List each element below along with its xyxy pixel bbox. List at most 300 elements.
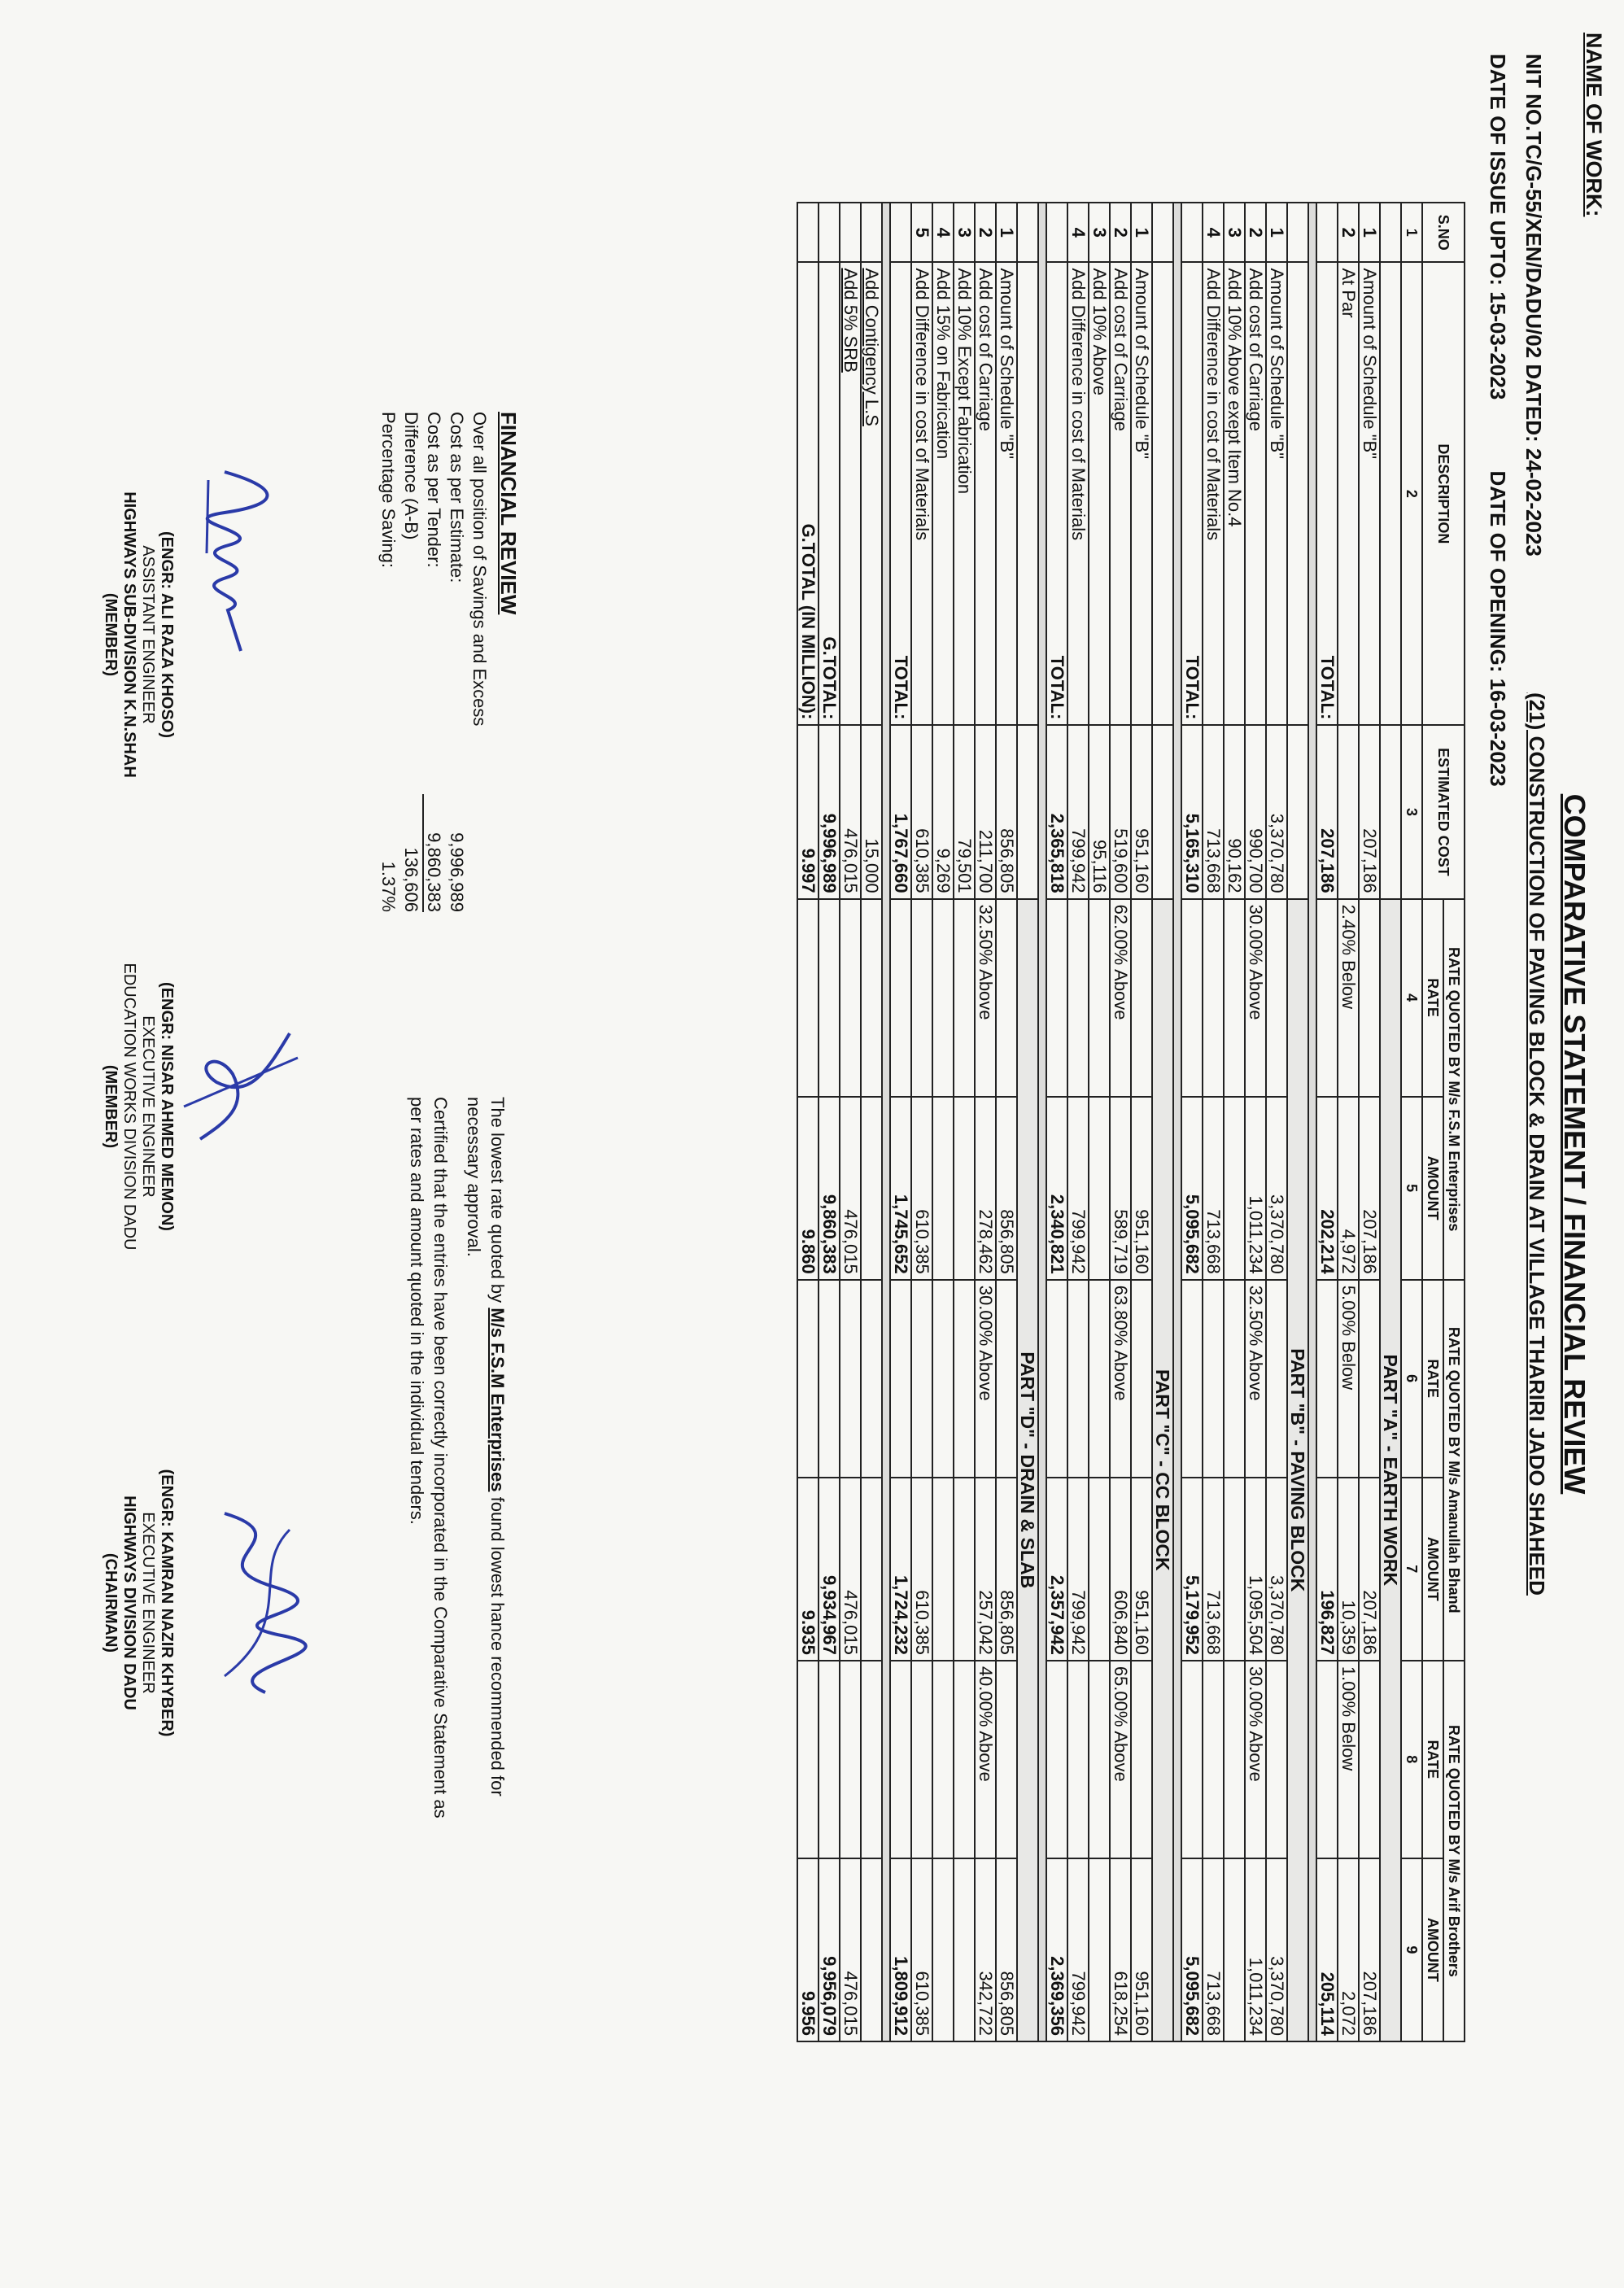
financial-value: 136,606 [401,847,421,912]
row-estimated-cost: 3,370,780 [1266,725,1287,898]
extra-blank [861,899,882,1097]
total-label: TOTAL: [1181,262,1203,725]
total-blank [1181,203,1203,262]
signatory-role: (MEMBER) [102,592,120,677]
signatory-title: EXECUTIVE ENGINEER [139,1512,157,1694]
total-amount-bidder-1: 1,745,652 [890,1097,911,1280]
part-sno [1380,203,1401,262]
work-title: (21) CONSTRUCTION OF PAVING BLOCK & DRAIN AT VILLAGE THARIRI JADO SHAHEED [1525,692,1549,1596]
separator-cell [1308,203,1316,2041]
part-heading-row [1380,203,1401,2041]
extra-blank [840,1280,861,1478]
row-amount-bidder-2 [954,1478,975,1661]
row-amount-bidder-3: 610,385 [911,1858,932,2041]
header-rate: RATE [1422,1661,1443,1858]
col-number: 8 [1401,1661,1422,1858]
total-blank [1046,899,1067,1097]
certification-paragraph: Certified that the entries have been correctly incorporated in the Comparative Statement as per rates and amount quoted in the individual tenders. [407,1097,451,1819]
total-blank [1046,1661,1067,1858]
row-rate-bidder-1 [1266,899,1287,1097]
row-rate-bidder-3: 40.00% Above [975,1661,996,1858]
name-of-work-label: NAME OF WORK: [1582,33,1606,217]
part-blank [1152,725,1173,898]
part-blank [1287,725,1308,898]
document-title: COMPARATIVE STATEMENT / FINANCIAL REVIEW [1558,793,1591,1495]
extra-description: Add Contigency L.S [861,262,882,725]
row-rate-bidder-1: 30.00% Above [1245,899,1266,1097]
row-sno: 4 [1203,203,1224,262]
total-row [1316,203,1338,2041]
row-description: Add cost of Carriage [975,262,996,725]
total-amount-bidder-2: 196,827 [1316,1478,1338,1661]
row-estimated-cost: 951,160 [1131,725,1152,898]
row-rate-bidder-2 [1224,1280,1245,1478]
row-amount-bidder-2: 713,668 [1203,1478,1224,1661]
gtotal-amount-bidder-3: 9.956 [797,1858,819,2041]
financial-value: 1.37% [378,861,399,912]
grand-total-million-row [797,203,819,2041]
table-row [911,203,932,2041]
part-title: PART "B" - PAVING BLOCK [1287,899,1308,2041]
section-separator [1038,203,1046,2041]
gtotal-blank [797,203,819,262]
row-description: At Par [1338,262,1359,725]
extra-blank [861,1280,882,1478]
recommendation-text: found lowest hance recommended for necessary approval. [464,1097,508,1797]
row-amount-bidder-3: 3,370,780 [1266,1858,1287,2041]
col-number: 3 [1401,725,1422,898]
total-blank [1046,1280,1067,1478]
row-sno: 1 [1266,203,1287,262]
row-rate-bidder-3: 65.00% Above [1110,1661,1131,1858]
header-bidder-3: RATE QUOTED BY M/s Arif Brothers [1443,1661,1465,2041]
financial-label: Difference (A-B) [401,412,421,540]
row-amount-bidder-2 [1089,1478,1110,1661]
gtotal-amount-bidder-1: 9,860,383 [819,1097,840,1280]
extra-amount-bidder-2 [861,1478,882,1661]
row-sno: 4 [932,203,954,262]
total-blank [1181,899,1203,1097]
extra-description: Add 5% SRB [840,262,861,725]
total-label: TOTAL: [890,262,911,725]
recommendation-paragraph [462,1097,509,1829]
financial-label: Over all position of Savings and Excess [469,412,490,727]
row-rate-bidder-2 [1067,1280,1089,1478]
gtotal-amount-bidder-1: 9.860 [797,1097,819,1280]
total-blank [1181,1661,1203,1858]
separator-cell [1173,203,1181,2041]
row-estimated-cost: 90,162 [1224,725,1245,898]
row-rate-bidder-1 [1359,899,1380,1097]
row-amount-bidder-3: 713,668 [1203,1858,1224,2041]
row-sno: 2 [1110,203,1131,262]
row-rate-bidder-1 [1203,899,1224,1097]
col-number: 5 [1401,1097,1422,1280]
row-description: Add cost of Carriage [1110,262,1131,725]
table-row [1338,203,1359,2041]
row-rate-bidder-1 [1224,899,1245,1097]
total-blank [890,1661,911,1858]
row-amount-bidder-3 [1089,1858,1110,2041]
extra-estimated-cost: 476,015 [840,725,861,898]
total-blank [1181,1280,1203,1478]
row-amount-bidder-3: 342,722 [975,1858,996,2041]
table-row [1067,203,1089,2041]
section-separator [1173,203,1181,2041]
row-amount-bidder-3: 618,254 [1110,1858,1131,2041]
row-amount-bidder-3: 799,942 [1067,1858,1089,2041]
row-sno: 3 [1089,203,1110,262]
gtotal-blank [819,1661,840,1858]
row-description: Add 15% on Fabrication [932,262,954,725]
row-amount-bidder-3: 1,011,234 [1245,1858,1266,2041]
row-description: Amount of Schedule "B" [1359,262,1380,725]
table-row [1359,203,1380,2041]
row-rate-bidder-3 [1067,1661,1089,1858]
row-description: Add Difference in cost of Materials [911,262,932,725]
total-amount-bidder-1: 202,214 [1316,1097,1338,1280]
extra-estimated-cost: 15,000 [861,725,882,898]
row-rate-bidder-2 [1089,1280,1110,1478]
total-row [1181,203,1203,2041]
row-rate-bidder-3 [1266,1661,1287,1858]
extra-amount-bidder-1 [861,1097,882,1280]
issue-date: DATE OF ISSUE UPTO: 15-03-2023 [1486,54,1510,400]
signatory-name: (ENGR: NISAR AHMED MEMON) [158,982,176,1231]
row-sno: 5 [911,203,932,262]
section-separator [1308,203,1316,2041]
row-estimated-cost: 713,668 [1203,725,1224,898]
part-blank [1017,262,1038,725]
row-rate-bidder-1: 32.50% Above [975,899,996,1097]
col-number: 2 [1401,262,1422,725]
total-blank [890,203,911,262]
table-row [1131,203,1152,2041]
row-amount-bidder-3: 2,072 [1338,1858,1359,2041]
total-row [890,203,911,2041]
row-estimated-cost: 990,700 [1245,725,1266,898]
total-blank [1316,899,1338,1097]
row-amount-bidder-2: 257,042 [975,1478,996,1661]
row-rate-bidder-2 [954,1280,975,1478]
recommendation-text: The lowest rate quoted by [487,1097,508,1303]
row-amount-bidder-1: 799,942 [1067,1097,1089,1280]
total-amount-bidder-3: 2,369,356 [1046,1858,1067,2041]
signatory-assistant-engineer [101,423,176,846]
row-amount-bidder-1: 278,462 [975,1097,996,1280]
extra-blank [840,1661,861,1858]
row-amount-bidder-3: 951,160 [1131,1858,1152,2041]
financial-label: Cost as per Estimate: [447,412,467,583]
row-description: Amount of Schedule "B" [1266,262,1287,725]
row-rate-bidder-2: 32.50% Above [1245,1280,1266,1478]
row-description: Add Difference in cost of Materials [1203,262,1224,725]
row-amount-bidder-2: 207,186 [1359,1478,1380,1661]
financial-label: Percentage Saving: [378,412,399,569]
extra-blank [861,203,882,262]
table-row [932,203,954,2041]
row-estimated-cost: 207,186 [1359,725,1380,898]
part-sno [1287,203,1308,262]
row-amount-bidder-2: 606,840 [1110,1478,1131,1661]
signatory-title: EXECUTIVE ENGINEER [139,1015,157,1198]
extra-amount-bidder-1: 476,015 [840,1097,861,1280]
header-amount: AMOUNT [1422,1478,1443,1661]
row-amount-bidder-2: 10,359 [1338,1478,1359,1661]
row-sno: 4 [1067,203,1089,262]
gtotal-amount-bidder-2: 9.935 [797,1478,819,1661]
extra-amount-bidder-3 [861,1858,882,2041]
row-estimated-cost [1338,725,1359,898]
row-rate-bidder-3 [1089,1661,1110,1858]
signatory-chairman [101,1375,176,1831]
gtotal-estimated-cost: 9,996,989 [819,725,840,898]
table-row [954,203,975,2041]
part-blank [1017,725,1038,898]
row-rate-bidder-2 [932,1280,954,1478]
total-estimated-cost: 207,186 [1316,725,1338,898]
gtotal-blank [819,203,840,262]
signatory-office: HIGHWAYS SUB-DIVISION K.N.SHAH [120,491,138,778]
row-amount-bidder-1 [1224,1097,1245,1280]
total-amount-bidder-3: 5,095,682 [1181,1858,1203,2041]
row-estimated-cost: 856,805 [996,725,1017,898]
grand-total-row [819,203,840,2041]
row-rate-bidder-2 [996,1280,1017,1478]
gtotal-blank [819,899,840,1097]
signatory-name: (ENGR: ALI RAZA KHOSO) [158,531,176,739]
row-amount-bidder-1: 207,186 [1359,1097,1380,1280]
total-amount-bidder-2: 1,724,232 [890,1478,911,1661]
row-rate-bidder-1 [1067,899,1089,1097]
gtotal-blank [797,1280,819,1478]
signatory-office: HIGHWAYS DIVISION DADU [120,1495,138,1710]
row-estimated-cost: 799,942 [1067,725,1089,898]
lowest-bidder-name: M/s F.S.M Enterprises [487,1308,508,1492]
part-blank [1152,262,1173,725]
signature-3-scribble [176,1497,322,1709]
total-blank [1316,203,1338,262]
row-amount-bidder-1: 951,160 [1131,1097,1152,1280]
row-sno: 2 [1245,203,1266,262]
table-row [1266,203,1287,2041]
total-amount-bidder-2: 5,179,952 [1181,1478,1203,1661]
part-title: PART "D" - DRAIN & SLAB [1017,899,1038,2041]
row-rate-bidder-3 [954,1661,975,1858]
extra-blank [840,203,861,262]
row-sno: 1 [1359,203,1380,262]
row-rate-bidder-2: 63.80% Above [1110,1280,1131,1478]
extra-row [861,203,882,2041]
signature-2-scribble [176,1001,314,1164]
separator-cell [882,203,890,2041]
financial-value: 9,860,383 [422,794,445,912]
row-amount-bidder-1: 589,719 [1110,1097,1131,1280]
total-blank [1316,1280,1338,1478]
financial-label: Cost as per Tender: [424,412,444,568]
total-amount-bidder-1: 5,095,682 [1181,1097,1203,1280]
row-sno: 3 [954,203,975,262]
row-rate-bidder-2 [1359,1280,1380,1478]
total-blank [890,1280,911,1478]
header-bidder-1: RATE QUOTED BY M/s F.S.M Enterprises [1443,899,1465,1280]
col-number: 6 [1401,1280,1422,1478]
total-amount-bidder-3: 1,809,912 [890,1858,911,2041]
total-amount-bidder-3: 205,114 [1316,1858,1338,2041]
row-estimated-cost: 519,600 [1110,725,1131,898]
col-number: 1 [1401,203,1422,262]
gtotal-blank [819,1280,840,1478]
separator-cell [1038,203,1046,2041]
signatory-role: (MEMBER) [102,1064,120,1149]
extra-row [840,203,861,2041]
row-sno: 1 [996,203,1017,262]
part-sno [1017,203,1038,262]
row-estimated-cost: 95,116 [1089,725,1110,898]
total-row [1046,203,1067,2041]
row-amount-bidder-1: 1,011,234 [1245,1097,1266,1280]
row-amount-bidder-1 [954,1097,975,1280]
financial-value: 9,996,989 [447,832,467,912]
table-row [1089,203,1110,2041]
financial-row [445,412,468,912]
signatory-name: (ENGR: KAMRAN NAZIR KHYBER) [158,1469,176,1737]
table-row [1224,203,1245,2041]
row-rate-bidder-1 [1131,899,1152,1097]
nit-number: NIT NO.TC/G-55/XEN/DADU/02 DATED: 24-02-2023 [1521,54,1546,557]
row-rate-bidder-2: 5.00% Below [1338,1280,1359,1478]
section-separator [882,203,890,2041]
row-rate-bidder-2 [1203,1280,1224,1478]
total-amount-bidder-2: 2,357,942 [1046,1478,1067,1661]
row-amount-bidder-3 [932,1858,954,2041]
row-amount-bidder-2: 1,095,504 [1245,1478,1266,1661]
total-blank [890,899,911,1097]
row-rate-bidder-3 [1203,1661,1224,1858]
table-body [797,203,1401,2041]
row-amount-bidder-2: 610,385 [911,1478,932,1661]
financial-value [468,794,491,912]
row-rate-bidder-3 [932,1661,954,1858]
part-sno [1152,203,1173,262]
row-rate-bidder-1: 2.40% Below [1338,899,1359,1097]
row-estimated-cost: 9,269 [932,725,954,898]
row-sno: 1 [1131,203,1152,262]
gtotal-estimated-cost: 9.997 [797,725,819,898]
header-description: DESCRIPTION [1422,262,1465,725]
row-description: Add 10% Above [1089,262,1110,725]
financial-review-title: FINANCIAL REVIEW [496,412,521,615]
row-amount-bidder-1 [932,1097,954,1280]
header-amount: AMOUNT [1422,1858,1443,2041]
row-amount-bidder-1: 4,972 [1338,1097,1359,1280]
row-rate-bidder-1 [954,899,975,1097]
signatory-office: EDUCATION WORKS DIVISION DADU [120,963,138,1251]
opening-date: DATE OF OPENING: 16-03-2023 [1486,470,1510,787]
row-amount-bidder-1 [1089,1097,1110,1280]
signature-1-scribble [184,456,298,667]
extra-amount-bidder-3: 476,015 [840,1858,861,2041]
row-amount-bidder-3: 207,186 [1359,1858,1380,2041]
row-amount-bidder-3 [954,1858,975,2041]
header-sno: S.NO [1422,203,1465,262]
table-row [996,203,1017,2041]
row-rate-bidder-3 [996,1661,1017,1858]
row-rate-bidder-2 [911,1280,932,1478]
row-amount-bidder-2: 3,370,780 [1266,1478,1287,1661]
row-rate-bidder-1 [1089,899,1110,1097]
row-description: Add 10% Above exept Item No.4 [1224,262,1245,725]
col-number: 4 [1401,899,1422,1097]
row-rate-bidder-1 [911,899,932,1097]
part-blank [1380,262,1401,725]
header-rate: RATE [1422,1280,1443,1478]
row-rate-bidder-2 [1131,1280,1152,1478]
row-rate-bidder-3: 30.00% Above [1245,1661,1266,1858]
total-blank [1316,1661,1338,1858]
row-description: Add 10% Except Fabrication [954,262,975,725]
part-title: PART "A" - EARTH WORK [1380,899,1401,2041]
row-amount-bidder-1: 856,805 [996,1097,1017,1280]
row-amount-bidder-1: 3,370,780 [1266,1097,1287,1280]
extra-blank [861,1661,882,1858]
total-blank [1046,203,1067,262]
header-amount: AMOUNT [1422,1097,1443,1280]
signatory-role: (CHAIRMAN) [102,1552,120,1653]
table-row [1203,203,1224,2041]
row-rate-bidder-3 [911,1661,932,1858]
financial-row [422,412,445,912]
row-description: Amount of Schedule "B" [996,262,1017,725]
row-amount-bidder-2 [932,1478,954,1661]
gtotal-blank [797,1661,819,1858]
certification-text [395,1097,509,1829]
row-amount-bidder-1: 713,668 [1203,1097,1224,1280]
row-description: Add Difference in cost of Materials [1067,262,1089,725]
total-label: TOTAL: [1046,262,1067,725]
part-title: PART "C" - CC BLOCK [1152,899,1173,2041]
table-row [975,203,996,2041]
row-rate-bidder-3 [1224,1661,1245,1858]
part-heading-row [1017,203,1038,2041]
part-heading-row [1152,203,1173,2041]
financial-row [399,412,422,912]
row-estimated-cost: 79,501 [954,725,975,898]
row-sno: 3 [1224,203,1245,262]
signatory-title: ASSISTANT ENGINEER [139,545,157,724]
total-estimated-cost: 2,365,818 [1046,725,1067,898]
gtotal-blank [797,899,819,1097]
extra-amount-bidder-2: 476,015 [840,1478,861,1661]
row-amount-bidder-3: 856,805 [996,1858,1017,2041]
row-amount-bidder-1: 610,385 [911,1097,932,1280]
row-estimated-cost: 610,385 [911,725,932,898]
table-row [1245,203,1266,2041]
row-amount-bidder-2: 799,942 [1067,1478,1089,1661]
row-amount-bidder-2: 951,160 [1131,1478,1152,1661]
row-amount-bidder-3 [1224,1858,1245,2041]
header-estimated-cost: ESTIMATED COST [1422,725,1465,898]
table-row [1110,203,1131,2041]
row-amount-bidder-2: 856,805 [996,1478,1017,1661]
col-number: 9 [1401,1858,1422,2041]
row-estimated-cost: 211,700 [975,725,996,898]
gtotal-label: G.TOTAL: [819,262,840,725]
row-rate-bidder-3 [1131,1661,1152,1858]
signatory-education-xen [101,854,176,1359]
dates-line [1485,54,1510,787]
row-rate-bidder-1 [932,899,954,1097]
